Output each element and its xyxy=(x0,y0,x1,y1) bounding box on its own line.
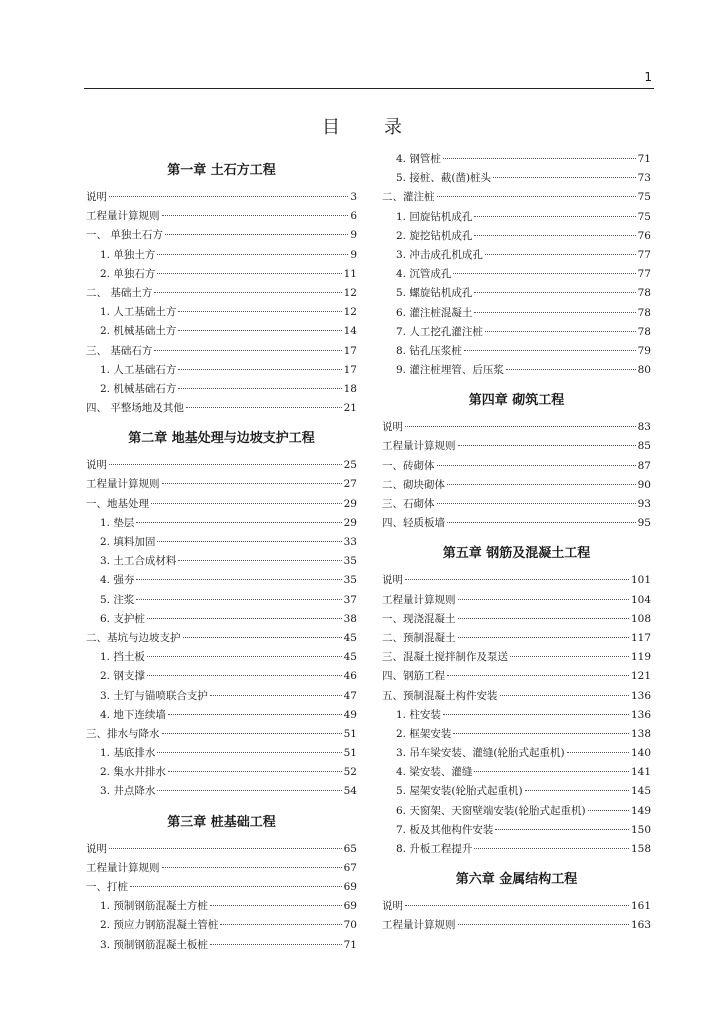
toc-entry-title: 工程量计算规则 xyxy=(86,210,160,223)
toc-entry[interactable] xyxy=(382,169,651,188)
dot-leader xyxy=(458,445,636,446)
toc-entry-title: 二、灌注桩 xyxy=(382,191,435,204)
toc-entry-page: 18 xyxy=(343,382,357,395)
toc-entry-page: 70 xyxy=(343,919,357,932)
toc-entry-page: 76 xyxy=(637,229,651,242)
toc-entry[interactable] xyxy=(382,323,651,342)
dot-leader xyxy=(147,656,342,657)
dot-leader xyxy=(147,675,342,676)
toc-entry-page: 35 xyxy=(343,574,357,587)
toc-entry-page: 67 xyxy=(343,861,357,874)
toc-entry[interactable] xyxy=(86,533,357,552)
toc-entry-page: 149 xyxy=(630,804,651,817)
toc-entry-title: 四、钢筋工程 xyxy=(382,670,445,683)
toc-entry-page: 54 xyxy=(343,785,357,798)
toc-entry-title: 三、混凝土搅拌制作及泵送 xyxy=(382,651,508,664)
dot-leader xyxy=(437,196,636,197)
toc-entry-page: 69 xyxy=(343,881,357,893)
dot-leader xyxy=(130,886,342,887)
toc-entry-page: 47 xyxy=(343,689,357,702)
toc-entry-page: 12 xyxy=(343,286,357,299)
toc-entry-title: 1. 柱安装 xyxy=(396,708,441,721)
toc-entry[interactable] xyxy=(86,284,357,303)
dot-leader xyxy=(136,522,341,523)
dot-leader xyxy=(447,484,636,485)
toc-entry[interactable] xyxy=(86,188,357,207)
toc-entry[interactable] xyxy=(86,591,357,610)
toc-entry[interactable] xyxy=(86,782,357,801)
toc-entry-title: 2. 钢支撑 xyxy=(100,670,145,683)
toc-entry[interactable] xyxy=(86,648,357,667)
toc-entry-page: 27 xyxy=(343,478,357,491)
toc-entry[interactable] xyxy=(86,840,357,859)
toc-entry-title: 说明 xyxy=(86,459,107,472)
toc-entry-page: 3 xyxy=(350,191,357,203)
toc-entry[interactable] xyxy=(86,552,357,571)
toc-entry-title: 5. 螺旋钻机成孔 xyxy=(396,287,473,300)
dot-leader xyxy=(525,790,629,791)
dot-leader xyxy=(485,254,636,255)
dot-leader xyxy=(474,235,635,236)
toc-entry-title: 1. 基底排水 xyxy=(100,747,156,760)
dot-leader xyxy=(474,771,629,772)
dot-leader xyxy=(506,369,636,370)
dot-leader xyxy=(567,752,629,753)
toc-entry[interactable] xyxy=(382,667,651,686)
toc-entry[interactable] xyxy=(86,303,357,322)
dot-leader xyxy=(136,599,341,600)
toc-entry-title: 工程量计算规则 xyxy=(86,861,160,874)
toc-entry-page: 161 xyxy=(630,900,651,913)
toc-entry-title: 8. 升板工程提升 xyxy=(396,843,473,855)
toc-entry[interactable] xyxy=(382,897,651,916)
toc-entry-title: 4. 地下连续墙 xyxy=(100,708,166,721)
toc-entry-page: 37 xyxy=(343,593,357,606)
dot-leader xyxy=(109,464,342,465)
toc-entry-title: 7. 人工挖孔灌注桩 xyxy=(396,325,483,338)
toc-entry-title: 3. 吊车梁安装、灌缝(轮胎式起重机) xyxy=(396,747,565,760)
toc-entry-page: 9 xyxy=(350,248,357,261)
toc-entry-title: 1. 挡土板 xyxy=(100,651,145,664)
toc-entry[interactable] xyxy=(86,322,357,341)
toc-entry-page: 52 xyxy=(343,766,357,779)
toc-entry-page: 117 xyxy=(630,631,651,644)
toc-entry[interactable] xyxy=(86,897,357,916)
dot-leader xyxy=(510,656,629,657)
dot-leader xyxy=(186,407,342,408)
dot-leader xyxy=(443,158,636,159)
toc-entry[interactable] xyxy=(86,629,357,648)
dot-leader xyxy=(474,312,635,313)
toc-entry[interactable] xyxy=(382,361,651,380)
dot-leader xyxy=(485,331,636,332)
toc-entry[interactable] xyxy=(86,475,357,494)
dot-leader xyxy=(437,503,636,504)
dot-leader xyxy=(154,350,341,351)
toc-entry[interactable] xyxy=(382,782,651,801)
page-number: 1 xyxy=(644,70,652,84)
toc-entry-title: 1. 回旋钻机成孔 xyxy=(396,210,473,223)
toc-entry-title: 3. 土工合成材料 xyxy=(100,555,177,568)
toc-entry[interactable] xyxy=(86,878,357,897)
toc-entry[interactable] xyxy=(382,648,651,667)
dot-leader xyxy=(178,330,341,331)
chapter-heading: 第六章 金属结构工程 xyxy=(455,872,578,888)
toc-entry-page: 90 xyxy=(637,478,651,491)
dot-leader xyxy=(154,292,341,293)
toc-entry-page: 77 xyxy=(637,248,651,261)
toc-entry-title: 3. 井点降水 xyxy=(100,785,156,798)
toc-entry-title: 2. 填料加固 xyxy=(100,536,156,548)
dot-leader xyxy=(464,350,636,351)
toc-entry-page: 45 xyxy=(343,631,357,644)
dot-leader xyxy=(162,215,349,216)
toc-entry[interactable] xyxy=(382,706,651,725)
dot-leader xyxy=(447,522,636,523)
toc-entry-page: 104 xyxy=(630,593,651,606)
toc-entry-title: 三、石砌体 xyxy=(382,498,435,510)
dot-leader xyxy=(443,714,629,715)
toc-entry-page: 33 xyxy=(343,536,357,548)
dot-leader xyxy=(157,541,341,542)
toc-entry-page: 29 xyxy=(343,516,357,529)
toc-entry-page: 38 xyxy=(343,612,357,625)
toc-entry[interactable] xyxy=(86,916,357,935)
toc-entry-page: 136 xyxy=(630,708,651,721)
toc-entry-page: 138 xyxy=(630,727,651,740)
toc-entry-title: 一、打桩 xyxy=(86,881,128,893)
toc-entry[interactable] xyxy=(382,284,651,303)
dot-leader xyxy=(474,216,635,217)
toc-entry[interactable] xyxy=(382,188,651,207)
toc-entry[interactable] xyxy=(382,265,651,284)
toc-entry-title: 说明 xyxy=(86,191,107,203)
toc-entry[interactable] xyxy=(86,361,357,380)
toc-entry-page: 14 xyxy=(343,325,357,338)
toc-entry-title: 工程量计算规则 xyxy=(382,919,456,932)
toc-entry[interactable] xyxy=(382,208,651,227)
dot-leader xyxy=(151,503,342,504)
toc-entry[interactable] xyxy=(382,725,651,744)
toc-entry-title: 5. 屋架安装(轮胎式起重机) xyxy=(396,785,523,798)
toc-entry-page: 75 xyxy=(637,210,651,223)
chapter-heading: 第四章 砌筑工程 xyxy=(468,393,565,409)
toc-entry-title: 6. 天窗架、天窗壁端安装(轮胎式起重机) xyxy=(396,804,586,817)
toc-entry[interactable] xyxy=(86,763,357,782)
toc-entry[interactable] xyxy=(86,859,357,878)
toc-entry-page: 93 xyxy=(637,498,651,510)
dot-leader xyxy=(453,273,635,274)
toc-entry-title: 2. 机械基础石方 xyxy=(100,382,177,395)
toc-entry-title: 四、 平整场地及其他 xyxy=(86,402,184,415)
chapter-heading: 第三章 桩基础工程 xyxy=(167,814,276,830)
toc-entry-page: 108 xyxy=(630,612,651,625)
toc-entry-title: 二、预制混凝土 xyxy=(382,631,456,644)
toc-entry-page: 71 xyxy=(637,153,651,165)
dot-leader xyxy=(405,579,629,580)
dot-leader xyxy=(162,483,342,484)
toc-entry[interactable] xyxy=(382,840,651,859)
toc-entry-page: 150 xyxy=(630,823,651,836)
toc-entry-page: 49 xyxy=(343,708,357,721)
toc-entry[interactable] xyxy=(86,706,357,725)
toc-entry-title: 3. 冲击成孔机成孔 xyxy=(396,248,483,261)
toc-entry[interactable] xyxy=(86,725,357,744)
toc-entry[interactable] xyxy=(382,457,651,476)
toc-entry[interactable] xyxy=(382,916,651,935)
toc-entry-page: 141 xyxy=(630,766,651,779)
toc-entry-page: 6 xyxy=(350,210,357,223)
dot-leader xyxy=(493,177,636,178)
toc-entry-page: 140 xyxy=(630,747,651,760)
dot-leader xyxy=(178,311,341,312)
dot-leader xyxy=(157,273,341,274)
toc-entry-title: 7. 板及其他构件安装 xyxy=(396,823,494,836)
toc-entry-page: 21 xyxy=(343,402,357,415)
toc-entry-page: 145 xyxy=(630,785,651,798)
dot-leader xyxy=(447,675,629,676)
toc-entry-title: 说明 xyxy=(382,900,403,913)
dot-leader xyxy=(458,599,629,600)
toc-entry[interactable] xyxy=(86,936,357,955)
toc-entry-page: 45 xyxy=(343,651,357,664)
dot-leader xyxy=(168,771,342,772)
toc-entry-page: 75 xyxy=(637,191,651,204)
toc-entry-page: 77 xyxy=(637,268,651,281)
toc-entry-title: 2. 单独石方 xyxy=(100,267,156,280)
toc-entry[interactable] xyxy=(382,744,651,763)
toc-entry-title: 1. 人工基础石方 xyxy=(100,363,177,376)
dot-leader xyxy=(157,790,341,791)
toc-right-column xyxy=(382,150,651,936)
toc-entry-title: 三、排水与降水 xyxy=(86,727,160,740)
toc-entry-page: 73 xyxy=(637,172,651,185)
toc-entry[interactable] xyxy=(382,418,651,437)
toc-entry[interactable] xyxy=(382,150,651,169)
toc-entry-title: 说明 xyxy=(86,842,107,855)
toc-entry[interactable] xyxy=(86,610,357,629)
toc-entry-page: 29 xyxy=(343,497,357,510)
toc-entry[interactable] xyxy=(382,227,651,246)
dot-leader xyxy=(210,944,342,945)
toc-entry-title: 1. 人工基础土方 xyxy=(100,306,177,319)
toc-entry-page: 25 xyxy=(343,459,357,472)
toc-entry-title: 二、 基础土方 xyxy=(86,286,153,299)
header-rule xyxy=(84,88,654,89)
toc-entry-page: 35 xyxy=(343,555,357,568)
toc-entry-page: 121 xyxy=(630,670,651,683)
dot-leader xyxy=(458,618,629,619)
dot-leader xyxy=(178,388,341,389)
toc-entry[interactable] xyxy=(86,667,357,686)
toc-entry-title: 四、轻质板墙 xyxy=(382,517,445,530)
toc-entry-page: 95 xyxy=(637,517,651,530)
toc-entry-title: 2. 预应力钢筋混凝土管桩 xyxy=(100,919,219,932)
toc-entry-page: 101 xyxy=(630,574,651,587)
dot-leader xyxy=(136,579,341,580)
toc-entry[interactable] xyxy=(382,246,651,265)
dot-leader xyxy=(147,618,342,619)
toc-entry-page: 46 xyxy=(343,670,357,683)
dot-leader xyxy=(588,810,629,811)
toc-entry[interactable] xyxy=(382,629,651,648)
toc-entry-title: 工程量计算规则 xyxy=(86,478,160,491)
toc-entry-title: 2. 机械基础土方 xyxy=(100,325,177,338)
chapter-heading: 第五章 钢筋及混凝土工程 xyxy=(442,546,591,562)
toc-entry-page: 78 xyxy=(637,325,651,338)
toc-entry-page: 11 xyxy=(343,267,357,280)
toc-entry-page: 9 xyxy=(350,229,357,242)
dot-leader xyxy=(405,905,629,906)
toc-entry-page: 51 xyxy=(343,747,357,760)
dot-leader xyxy=(453,733,629,734)
toc-entry[interactable] xyxy=(382,802,651,821)
toc-entry-title: 6. 支护桩 xyxy=(100,612,145,625)
toc-entry-page: 80 xyxy=(637,364,651,377)
toc-entry-title: 1. 预制钢筋混凝土方桩 xyxy=(100,900,208,913)
toc-entry-page: 71 xyxy=(343,938,357,951)
toc-entry-title: 说明 xyxy=(382,421,403,434)
toc-entry-title: 3. 土钉与锚喷联合支护 xyxy=(100,689,208,702)
dot-leader xyxy=(495,829,629,830)
toc-entry[interactable] xyxy=(382,763,651,782)
toc-entry[interactable] xyxy=(382,304,651,323)
dot-leader xyxy=(458,637,629,638)
dot-leader xyxy=(183,637,342,638)
dot-leader xyxy=(157,254,348,255)
dot-leader xyxy=(109,848,342,849)
toc-entry[interactable] xyxy=(86,495,357,514)
toc-entry-title: 4. 强夯 xyxy=(100,574,135,587)
toc-entry-title: 4. 钢管桩 xyxy=(396,153,441,165)
toc-entry[interactable] xyxy=(86,226,357,245)
dot-leader xyxy=(474,292,635,293)
toc-entry-page: 78 xyxy=(637,306,651,319)
dot-leader xyxy=(405,426,636,427)
toc-entry-page: 17 xyxy=(343,363,357,376)
dot-leader xyxy=(157,752,341,753)
toc-entry-title: 9. 灌注桩埋管、后压浆 xyxy=(396,364,504,377)
toc-entry[interactable] xyxy=(86,571,357,590)
toc-entry-page: 12 xyxy=(343,306,357,319)
toc-entry-page: 65 xyxy=(343,842,357,855)
dot-leader xyxy=(109,196,348,197)
toc-entry-title: 一、现浇混凝土 xyxy=(382,612,456,625)
dot-leader xyxy=(437,465,636,466)
toc-entry-title: 8. 钻孔压浆桩 xyxy=(396,344,462,357)
toc-entry[interactable] xyxy=(382,437,651,456)
dot-leader xyxy=(178,560,341,561)
toc-entry[interactable] xyxy=(86,207,357,226)
toc-entry[interactable] xyxy=(382,342,651,361)
toc-entry[interactable] xyxy=(86,456,357,475)
toc-entry-page: 51 xyxy=(343,727,357,740)
toc-entry[interactable] xyxy=(382,821,651,840)
dot-leader xyxy=(165,234,348,235)
toc-entry-title: 2. 集水井排水 xyxy=(100,766,166,779)
toc-entry-title: 二、砌块砌体 xyxy=(382,478,445,491)
toc-entry-title: 1. 单独土方 xyxy=(100,248,156,261)
dot-leader xyxy=(474,848,629,849)
toc-entry-title: 5. 注浆 xyxy=(100,593,135,606)
toc-entry[interactable] xyxy=(382,591,651,610)
toc-entry[interactable] xyxy=(86,744,357,763)
dot-leader xyxy=(168,714,342,715)
toc-entry[interactable] xyxy=(382,514,651,533)
toc-entry-title: 3. 预制钢筋混凝土板桩 xyxy=(100,938,208,951)
dot-leader xyxy=(162,733,342,734)
toc-entry-page: 78 xyxy=(637,287,651,300)
dot-leader xyxy=(220,924,341,925)
page-title: 目录 xyxy=(322,117,446,138)
toc-entry-page: 85 xyxy=(637,440,651,453)
dot-leader xyxy=(458,924,629,925)
toc-entry-page: 79 xyxy=(637,344,651,357)
toc-entry-page: 136 xyxy=(630,689,651,702)
toc-entry[interactable] xyxy=(86,342,357,361)
chapter-heading: 第二章 地基处理与边坡支护工程 xyxy=(128,431,315,447)
dot-leader xyxy=(178,369,341,370)
dot-leader xyxy=(162,867,342,868)
toc-entry[interactable] xyxy=(86,265,357,284)
toc-entry-page: 119 xyxy=(630,651,651,664)
toc-entry-title: 五、预制混凝土构件安装 xyxy=(382,689,498,702)
dot-leader xyxy=(500,695,629,696)
toc-entry-title: 一、 单独土石方 xyxy=(86,229,163,242)
toc-entry-title: 2. 旋挖钻机成孔 xyxy=(396,229,473,242)
toc-entry-title: 6. 灌注桩混凝土 xyxy=(396,306,473,319)
toc-entry[interactable] xyxy=(86,514,357,533)
toc-entry-title: 说明 xyxy=(382,574,403,587)
toc-entry[interactable] xyxy=(86,246,357,265)
toc-entry-title: 1. 垫层 xyxy=(100,516,135,529)
toc-entry-title: 工程量计算规则 xyxy=(382,440,456,453)
toc-entry-title: 5. 接桩、截(凿)桩头 xyxy=(396,172,492,185)
toc-entry[interactable] xyxy=(382,687,651,706)
chapter-heading: 第一章 土石方工程 xyxy=(167,163,276,178)
toc-entry-title: 4. 梁安装、灌缝 xyxy=(396,766,473,779)
toc-entry-title: 二、基坑与边坡支护 xyxy=(86,631,181,644)
toc-entry[interactable] xyxy=(382,610,651,629)
toc-entry-page: 69 xyxy=(343,900,357,913)
toc-entry[interactable] xyxy=(86,380,357,399)
toc-entry-title: 三、 基础石方 xyxy=(86,344,153,357)
toc-entry[interactable] xyxy=(382,476,651,495)
toc-entry-page: 83 xyxy=(637,421,651,434)
toc-entry[interactable] xyxy=(382,495,651,514)
dot-leader xyxy=(210,905,342,906)
toc-entry-title: 一、地基处理 xyxy=(86,497,149,510)
toc-entry-title: 4. 沉管成孔 xyxy=(396,268,452,281)
toc-entry-title: 一、砖砌体 xyxy=(382,459,435,472)
dot-leader xyxy=(210,695,342,696)
toc-entry[interactable] xyxy=(382,571,651,590)
toc-entry-title: 2. 框架安装 xyxy=(396,727,452,740)
toc-entry-page: 163 xyxy=(630,919,651,932)
toc-left-column xyxy=(86,150,357,955)
toc-entry-page: 87 xyxy=(637,459,651,472)
toc-entry-title: 工程量计算规则 xyxy=(382,593,456,606)
toc-entry[interactable] xyxy=(86,399,357,418)
toc-entry-page: 17 xyxy=(343,344,357,357)
toc-entry-page: 158 xyxy=(630,843,651,855)
toc-entry[interactable] xyxy=(86,687,357,706)
